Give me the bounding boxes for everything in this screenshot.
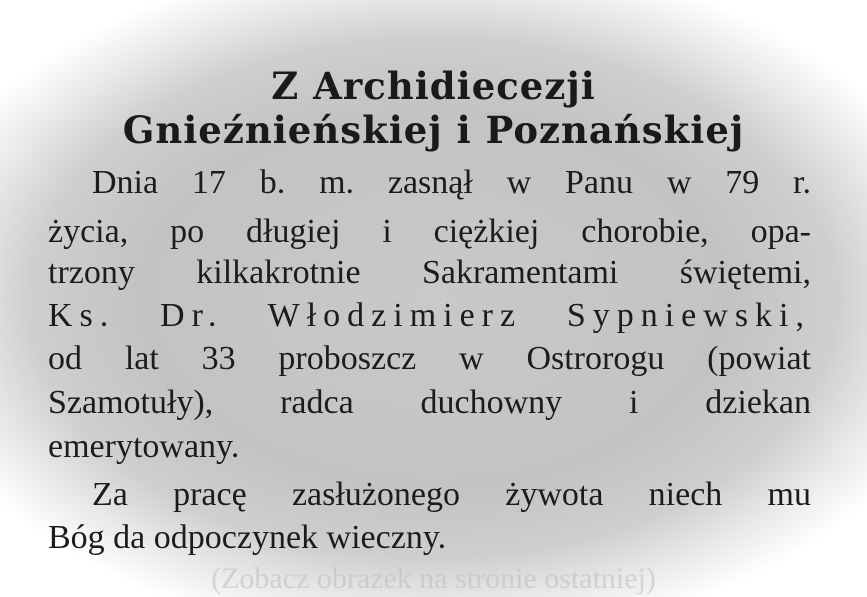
body-line-4-name: Ks. Dr. Włodzimierz Sypniewski, — [48, 297, 811, 334]
body-line-6: Szamotuły), radca duchowny i dziekan — [48, 384, 811, 421]
body-line-3: trzony kilkakrotnie Sakramentami świętemi, — [48, 254, 811, 291]
body-line-1: Dnia 17 b. m. zasnął w Panu w 79 r. — [92, 164, 811, 201]
body-line-8: Za pracę zasłużonego żywota niech mu — [92, 476, 811, 513]
body-line-5: od lat 33 proboszcz w Ostrorogu (powiat — [48, 340, 811, 377]
body-line-7: emerytowany. — [48, 428, 240, 465]
body-line-9: Bóg da odpoczynek wieczny. — [48, 519, 447, 556]
headline-line-1: Z Archidiecezji — [271, 64, 596, 108]
body-line-2: życia, po długiej i ciężkiej chorobie, opa- — [48, 213, 811, 250]
headline-line-2: Gnieźnieńskiej i Poznańskiej — [122, 108, 745, 152]
footer-partial-text: (Zobacz obrazek na stronie ostatniej) — [211, 562, 656, 595]
